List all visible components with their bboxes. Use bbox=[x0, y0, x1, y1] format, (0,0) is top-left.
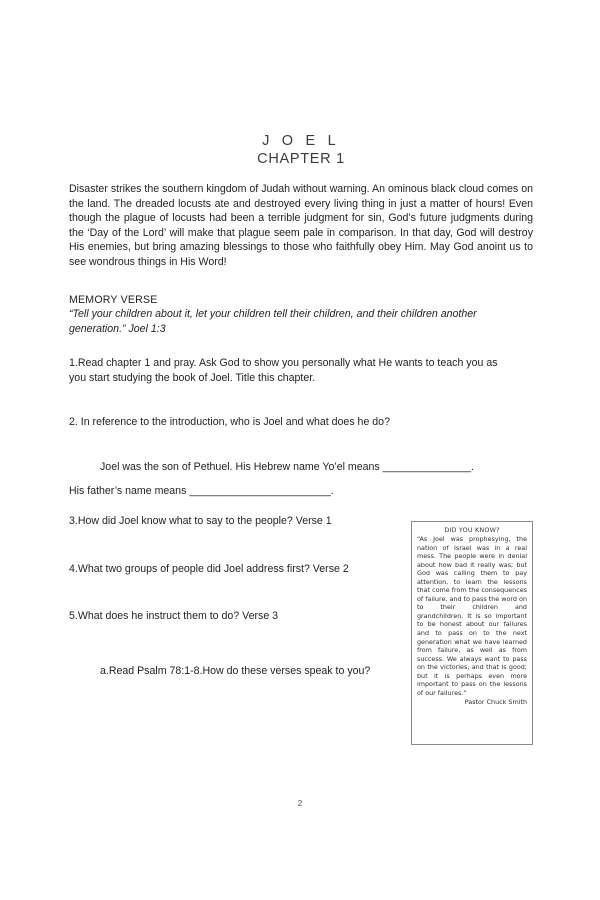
did-you-know-box bbox=[411, 521, 533, 745]
chapter-subtitle: CHAPTER 1 bbox=[257, 151, 345, 167]
memory-verse-label: MEMORY VERSE bbox=[69, 294, 158, 306]
page-number: 2 bbox=[297, 799, 303, 808]
question-2: 2. In reference to the introduction, who is Joel and what does he do? bbox=[69, 416, 390, 428]
answer-line-father-name: His father’s name means ________________________. bbox=[69, 485, 334, 497]
introduction-paragraph: Disaster strikes the southern kingdom of Judah without warning. An ominous black cloud comes on the land. The dreaded locusts ate and destroyed every living thing in just a matter of hours! Even though the plague of locusts had been a terrible judgment for sin, God’s future judgments during the ‘Day of the Lord’ will make that plague seem pale in comparison. In that day, God will destroy His enemies, but bring amazing blessings to those who faithfully obey Him. May God anoint us to see wondrous things in His Word! bbox=[69, 183, 533, 268]
did-you-know-author: Pastor Chuck Smith bbox=[464, 698, 527, 707]
question-1: 1.Read chapter 1 and pray. Ask God to show you personally what He wants to teach you as you start studying the book of Joel. Title this chapter. bbox=[69, 357, 498, 384]
page-title: J O E L bbox=[262, 133, 340, 149]
answer-line-pethuel: Joel was the son of Pethuel. His Hebrew name Yo’el means _______________. bbox=[100, 461, 474, 473]
did-you-know-title: DID YOU KNOW? bbox=[444, 526, 500, 534]
question-5: 5.What does he instruct them to do? Verse 3 bbox=[69, 610, 279, 622]
question-3: 3.How did Joel know what to say to the people? Verse 1 bbox=[69, 515, 332, 527]
question-5a: a.Read Psalm 78:1-8.How do these verses speak to you? bbox=[100, 665, 371, 677]
question-4: 4.What two groups of people did Joel address first? Verse 2 bbox=[69, 563, 349, 575]
did-you-know-body: “As Joel was prophesying, the nation of Israel was in a real mess. The people were in denial about how bad it really was; but God was calling them to pay attention, to learn the lessons that come from the consequences of failure, and to pass the word on to their children and grandchildren. It is so important to be honest about our failures and to pass on to the next generation what we have learned from failure, as well as from success. We always want to pass on the victories, and that is good; but it is perhaps even more important to pass on the lessons of our failures.” bbox=[417, 535, 527, 697]
memory-verse-text: “Tell your children about it, let your children tell their children, and their children another generation.” Joel 1:3 bbox=[69, 308, 477, 335]
